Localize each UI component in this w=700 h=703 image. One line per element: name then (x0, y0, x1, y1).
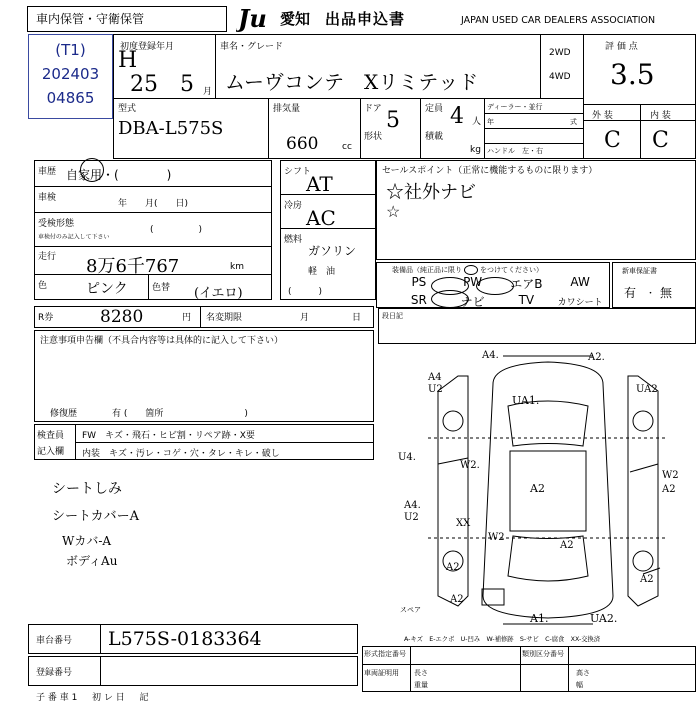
dmg-label-16: A2 (446, 562, 460, 573)
rear-box (378, 308, 696, 344)
inspector-row-2: 内装 キズ・汚レ・コゲ・穴・タレ・キレ・破し (82, 449, 280, 459)
recycle-label: R券 (38, 313, 54, 323)
fuel-label: 燃料 (284, 235, 303, 245)
color-change-label: 色替 (152, 283, 171, 293)
dmg-label-11: A2 (662, 484, 676, 495)
dmg-label-7: U4. (398, 452, 416, 463)
recycle-value: 8280 (100, 307, 144, 327)
circle-navi (431, 290, 469, 308)
association-name: JAPAN USED CAR DEALERS ASSOCIATION (461, 15, 656, 26)
dmg-label-17: A2 (640, 574, 654, 585)
registration-label: 初度登録年月 (120, 42, 175, 52)
dmg-label-12: A4. (404, 500, 421, 511)
dealer-model-year: 式 (570, 118, 577, 126)
shape-label: 形状 (364, 132, 383, 142)
warranty-yes: 有 (624, 286, 637, 300)
dmg-label-2: A2. (588, 352, 605, 363)
lot-id-line3: 04865 (46, 89, 95, 107)
tax-month: 月 (300, 313, 310, 323)
dmg-label-4: U2 (428, 384, 443, 395)
dmg-label-14: XX (456, 518, 471, 529)
history-circle (80, 158, 104, 182)
fuel-value: ガソリン (308, 244, 357, 258)
mileage-value: 8万6千767 (86, 256, 180, 277)
lot-id-box (28, 34, 113, 119)
footer-text: 子 番 車 1 初 レ 日 記 (36, 693, 149, 703)
note-1: シートしみ (52, 481, 122, 497)
selling-points-label: セールスポイント（正常に機能するものに限ります） (382, 166, 598, 176)
fuel-diesel: 軽 油 (308, 267, 336, 277)
model-code-label: 型式 (118, 104, 137, 114)
recycle-unit: 円 (182, 313, 192, 323)
history-label: 車歴 (38, 167, 57, 177)
logo-region: 愛知 (280, 10, 311, 28)
equipment-pw: PW (463, 275, 483, 289)
repair-history-value: 有 ( 箇所 ) (112, 409, 248, 419)
dmg-label-13: U2 (404, 512, 419, 523)
dmg-label-20: A2 (450, 594, 464, 605)
dmg-label-3: A4 (428, 372, 442, 383)
lot-id-line2: 202403 (41, 65, 100, 83)
selling-points-line1: ☆社外ナビ (386, 182, 476, 203)
registration-month: 5 (180, 72, 194, 97)
displacement-value: 660 (286, 134, 319, 154)
inspection-label: 車検 (38, 193, 57, 203)
model-name-value: ムーヴコンテ Xリミテッド (225, 70, 479, 94)
color-change-value: (イエロ) (194, 286, 243, 301)
plate-row (28, 656, 358, 686)
equipment-sr: SR (410, 293, 427, 307)
inspector-label-1: 検査員 (37, 431, 65, 441)
load-unit: kg (470, 145, 481, 155)
displacement-unit: cc (342, 142, 352, 152)
tax-label: 名変期限 (206, 313, 243, 323)
score-label: 評 価 点 (605, 42, 638, 52)
recycle-row (34, 306, 374, 328)
ju-logo (236, 4, 284, 32)
interior-label: 内 装 (650, 111, 671, 121)
equipment-airbag: エアB (510, 277, 543, 291)
note-2: シートカバーA (52, 509, 139, 524)
acceptance-note: 車検付のみ記入して下さい (38, 233, 110, 241)
model-name-label: 車名・グレード (220, 42, 284, 52)
cert-label: 車両証明用 (364, 669, 399, 677)
selling-points-line2: ☆ (386, 202, 401, 221)
damage-legend: A-キズ E-エクボ U-凹み W-補修跡 S-サビ C-腐食 XX-交換済 (404, 635, 601, 643)
designation-label: 形式指定番号 (364, 650, 406, 658)
equipment-aw: AW (570, 275, 590, 289)
svg-text:Ju: Ju (238, 4, 267, 32)
drive-4wd: 4WD (549, 72, 571, 82)
interior-value: C (652, 128, 669, 153)
registration-month-unit: 月 (203, 87, 213, 97)
shift-label: シフト (284, 167, 312, 177)
seats-label: 定員 (425, 104, 444, 114)
acceptance-label: 受検形態 (38, 219, 75, 229)
aircon-label: 冷房 (284, 201, 303, 211)
equipment-navi: ナビ (460, 295, 485, 309)
warranty-label: 新車保証書 (622, 267, 657, 275)
inspection-value: 年 月( 日) (118, 199, 189, 209)
dmg-label-10: W2 (662, 470, 679, 481)
mileage-unit: km (230, 262, 244, 272)
width-label: 幅 (576, 681, 583, 689)
shift-value: AT (306, 172, 333, 196)
aircon-value: AC (306, 206, 336, 230)
equipment-ps: PS (411, 275, 427, 289)
seats-unit: 人 (472, 117, 482, 127)
fuel-other: ( ) (288, 287, 323, 297)
inspector-row-1: FW キズ・飛石・ヒビ割・リペア跡・X要 (82, 431, 255, 441)
category-label: 類別区分番号 (522, 650, 564, 658)
exterior-label: 外 装 (592, 111, 613, 121)
drive-2wd: 2WD (549, 48, 571, 58)
length-label: 長さ (414, 669, 428, 677)
registration-year: 25 (130, 72, 158, 97)
dmg-label-15: W2 (488, 532, 505, 543)
circle-airbag (476, 277, 514, 295)
weight-label: 重量 (414, 681, 428, 689)
history-value: 自家用・( ) (66, 168, 172, 182)
plate-label: 登録番号 (36, 668, 73, 678)
tax-day: 日 (352, 313, 362, 323)
dealer-year-label: 年 (487, 118, 494, 126)
note-4: ボディAu (66, 554, 118, 568)
height-label: 高さ (576, 669, 590, 677)
equipment-leather-seat: カワシート (557, 298, 603, 308)
dmg-label-18: A1. (530, 612, 549, 625)
dmg-label-9: A2 (530, 482, 545, 495)
displacement-label: 排気量 (273, 104, 301, 114)
lot-id-line1: (T1) (55, 41, 86, 59)
dmg-label-19: UA2. (590, 612, 618, 625)
load-label: 積載 (425, 132, 444, 142)
dmg-label-8: W2. (460, 460, 480, 471)
seats-value: 4 (450, 104, 464, 129)
equipment-tv: TV (518, 293, 535, 307)
chassis-label: 車台番号 (36, 636, 73, 646)
storage-label: 車内保管・守衛保管 (36, 12, 145, 26)
inspector-label-2: 記入欄 (37, 447, 65, 457)
form-title: 出品申込書 (325, 10, 406, 28)
acceptance-value: ( ) (150, 225, 203, 235)
note-3: Wカバ-A (62, 534, 112, 548)
mileage-label: 走行 (38, 252, 57, 262)
equipment-label: 装備品（純正品に限り をつけてください） (392, 266, 543, 274)
handle-label: ハンドル 左・右 (487, 147, 543, 155)
rear-label: 段日記 (382, 312, 403, 320)
color-label: 色 (38, 281, 48, 291)
warranty-no: 無 (660, 286, 673, 300)
repair-history-label: 修復歴 (50, 409, 78, 419)
doors-value: 5 (386, 108, 400, 133)
chassis-value: L575S-0183364 (108, 628, 262, 650)
model-code-value: DBA-L575S (118, 118, 224, 139)
dmg-label-21: A2 (560, 540, 574, 551)
doors-label: ドア (364, 104, 382, 114)
dmg-label-1: A4. (482, 350, 499, 361)
remarks-label: 注意事項申告欄（不具合内容等は具体的に記入して下さい） (40, 336, 284, 346)
exterior-value: C (604, 128, 621, 153)
dmg-label-6: UA2 (636, 384, 658, 395)
color-value: ピンク (86, 281, 128, 297)
spare-label: スペア (400, 606, 421, 614)
registration-era: H (118, 48, 138, 73)
dmg-label-5: UA1. (512, 394, 540, 407)
score-value: 3.5 (610, 58, 655, 91)
dealer-label: ディーラー・並行 (487, 103, 543, 111)
